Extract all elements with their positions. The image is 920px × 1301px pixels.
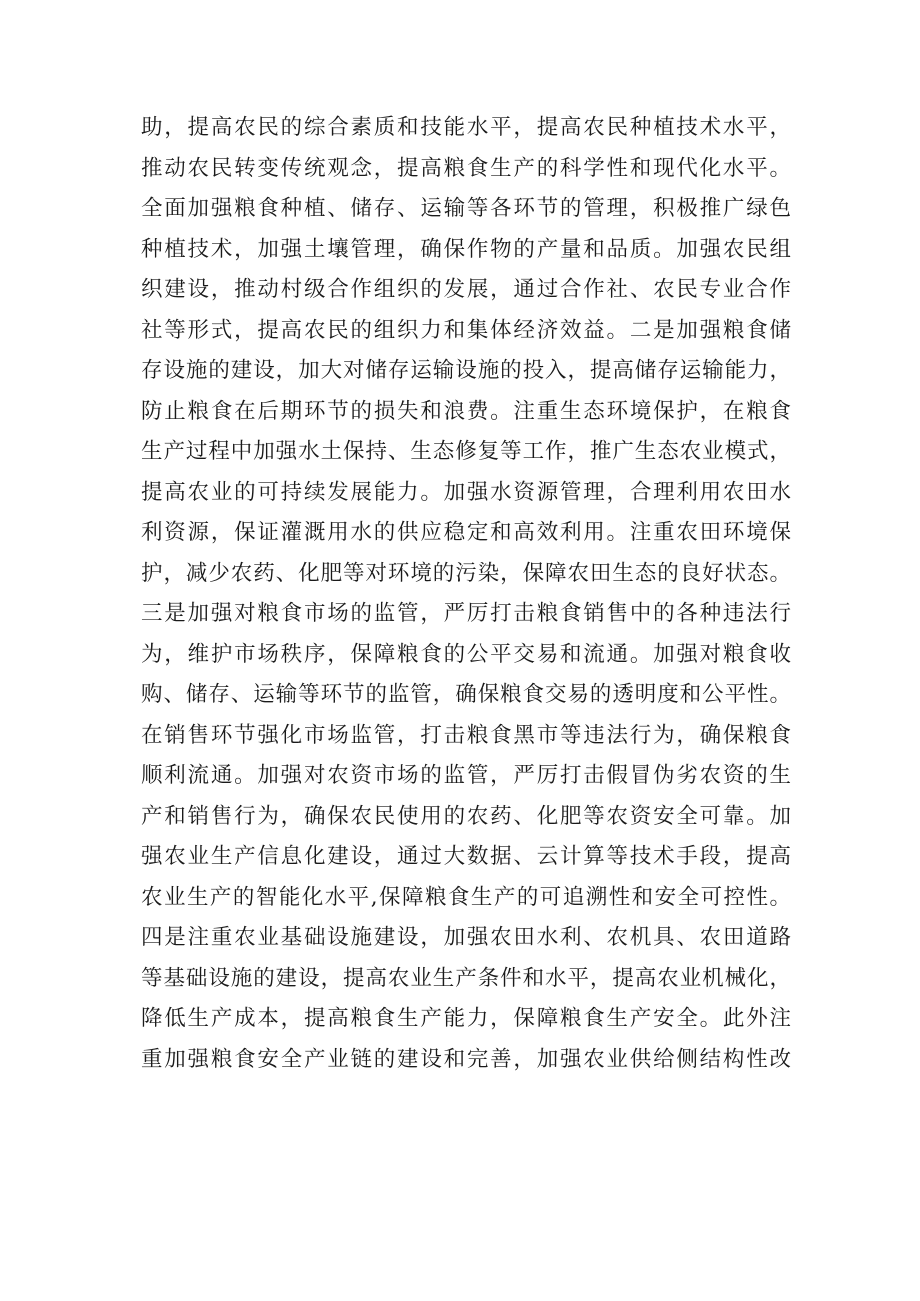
- text-line: 等基础设施的建设，提高农业生产条件和水平，提高农业机械化，: [141, 965, 791, 991]
- text-line: 产和销售行为，确保农民使用的农药、化肥等农资安全可靠。加: [141, 803, 791, 829]
- text-line: 提高农业的可持续发展能力。加强水资源管理，合理利用农田水: [141, 479, 791, 505]
- body-text: [141, 108, 791, 1080]
- text-line: 在销售环节强化市场监管，打击粮食黑市等违法行为，确保粮食: [141, 722, 791, 748]
- text-line: 购、储存、运输等环节的监管，确保粮食交易的透明度和公平性。: [141, 682, 791, 707]
- text-line: 社等形式，提高农民的组织力和集体经济效益。二是加强粮食储: [141, 317, 791, 343]
- text-line: 顺利流通。加强对农资市场的监管，严厉打击假冒伪劣农资的生: [141, 763, 791, 788]
- text-line: 种植技术，加强土壤管理，确保作物的产量和品质。加强农民组: [141, 236, 791, 262]
- text-line: 利资源，保证灌溉用水的供应稳定和高效利用。注重农田环境保: [141, 520, 791, 545]
- text-line: 农业生产的智能化水平,保障粮食生产的可追溯性和安全可控性。: [141, 884, 791, 910]
- text-line: 护，减少农药、化肥等对环境的污染，保障农田生态的良好状态。: [141, 560, 791, 586]
- text-line: 织建设，推动村级合作组织的发展，通过合作社、农民专业合作: [141, 277, 791, 302]
- text-line: 生产过程中加强水土保持、生态修复等工作，推广生态农业模式，: [141, 439, 791, 464]
- text-line: 防止粮食在后期环节的损失和浪费。注重生态环境保护，在粮食: [141, 398, 791, 424]
- text-line: 降低生产成本，提高粮食生产能力，保障粮食生产安全。此外注: [141, 1006, 791, 1031]
- text-line: 存设施的建设，加大对储存运输设施的投入，提高储存运输能力，: [141, 358, 791, 383]
- text-line: 推动农民转变传统观念，提高粮食生产的科学性和现代化水平。: [141, 155, 791, 181]
- text-line: 助，提高农民的综合素质和技能水平，提高农民种植技术水平，: [141, 115, 791, 140]
- text-line: 重加强粮食安全产业链的建设和完善，加强农业供给侧结构性改: [141, 1046, 791, 1072]
- text-line: 强农业生产信息化建设，通过大数据、云计算等技术手段，提高: [141, 844, 791, 869]
- text-line: 四是注重农业基础设施建设，加强农田水利、农机具、农田道路: [141, 925, 791, 950]
- text-line: 全面加强粮食种植、储存、运输等各环节的管理，积极推广绿色: [141, 196, 791, 221]
- text-line: 三是加强对粮食市场的监管，严厉打击粮食销售中的各种违法行: [141, 601, 791, 626]
- text-line: 为，维护市场秩序，保障粮食的公平交易和流通。加强对粮食收: [141, 641, 791, 667]
